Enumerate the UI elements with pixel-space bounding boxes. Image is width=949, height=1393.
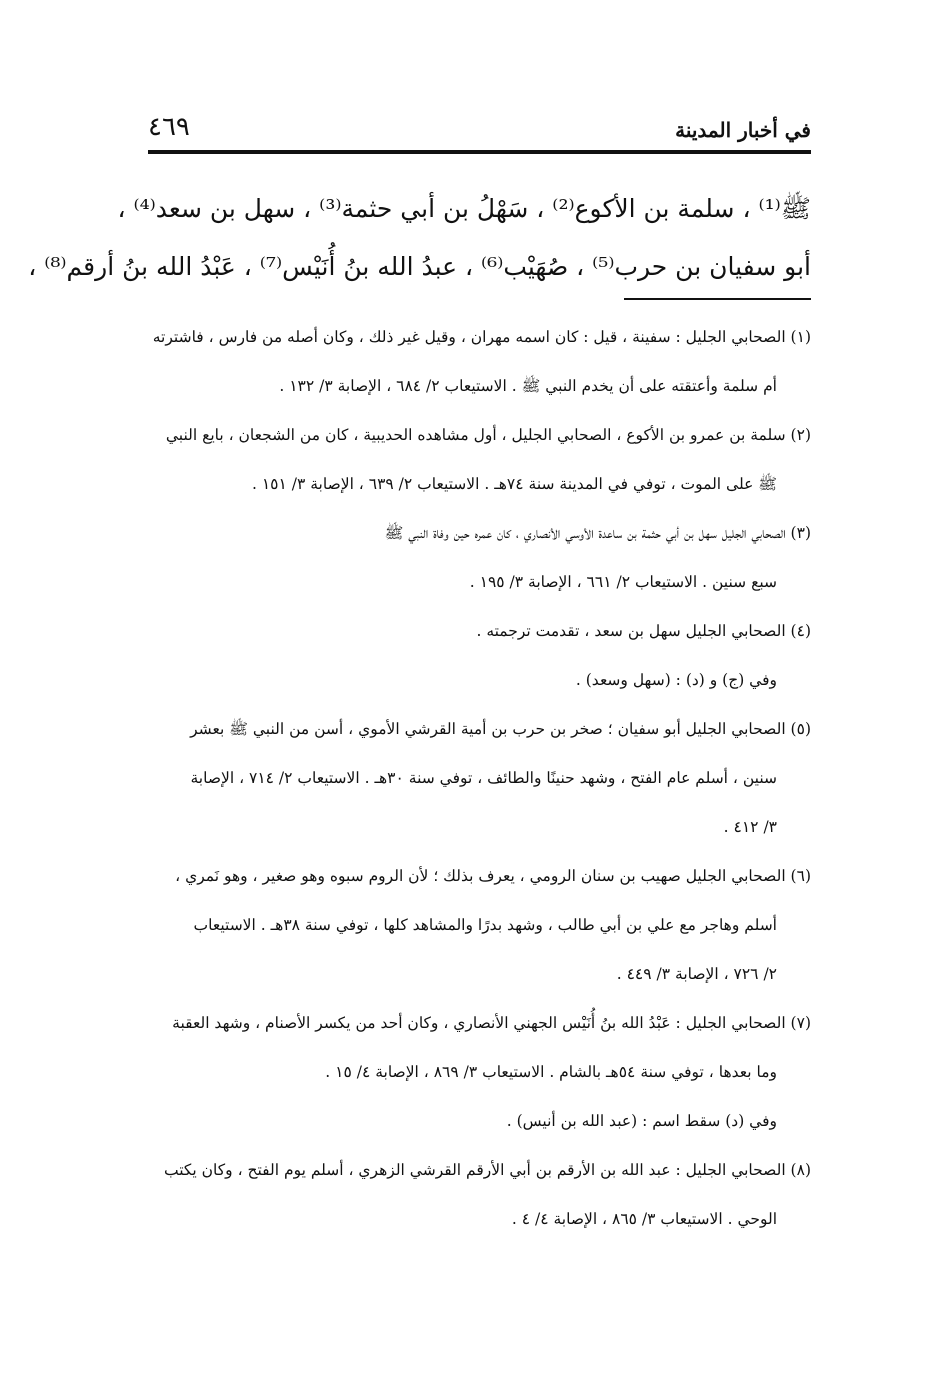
- footnote-4-line: (٤) الصحابي الجليل سهل بن سعد ، تقدمت ترجمته .: [476, 622, 811, 640]
- footnote-2-line: (٢) سلمة بن عمرو بن الأكوع ، الصحابي الجليل ، أول مشاهده الحديبية ، كان من الشجعان ، بايع النبي: [165, 426, 811, 444]
- footnote-separator: [624, 298, 811, 300]
- main-text-line: أبو سفيان بن حرب⁽⁵⁾ ، صُهَيْب⁽⁶⁾ ، عبدُ الله بنُ أُنَيْس⁽⁷⁾ ، عَبْدُ الله بنُ أرقم⁽⁸⁾ ،: [28, 252, 811, 281]
- footnote-1-line: أم سلمة وأعتقته على أن يخدم النبي ﷺ . الاستيعاب ٢/ ٦٨٤ ، الإصابة ٣/ ١٣٢ .: [279, 377, 777, 395]
- footnote-5-line: (٥) الصحابي الجليل أبو سفيان ؛ صخر بن حرب بن أمية القرشي الأموي ، أسن من النبي ﷺ بعشر: [190, 720, 811, 738]
- running-header: [148, 110, 811, 148]
- book-page: [28, 110, 811, 1350]
- footnote-6-line: أسلم وهاجر مع علي بن أبي طالب ، وشهد بدرًا والمشاهد كلها ، توفي سنة ٣٨هـ . الاستيعاب: [193, 916, 777, 934]
- footnote-5-line: سنين ، أسلم عام الفتح ، وشهد حنينًا والطائف ، توفي سنة ٣٠هـ . الاستيعاب ٢/ ٧١٤ ، الإصابة: [190, 769, 777, 787]
- footnote-7-line: وما بعدها ، توفي سنة ٥٤هـ بالشام . الاستيعاب ٣/ ٨٦٩ ، الإصابة ٤/ ١٥ .: [325, 1063, 777, 1081]
- footnote-6-line: (٦) الصحابي الجليل صهيب بن سنان الرومي ، يعرف بذلك ؛ لأن الروم سبوه وهو صغير ، وهو نَمري ،: [175, 867, 811, 885]
- footnote-6-line: ٢/ ٧٢٦ ، الإصابة ٣/ ٤٤٩ .: [616, 965, 777, 983]
- footnote-8-line: (٨) الصحابي الجليل : عبد الله بن الأرقم بن أبي الأرقم القرشي الزهري ، أسلم يوم الفتح ، وكان يكتب: [163, 1161, 811, 1179]
- header-rule: [148, 150, 811, 154]
- main-text-line: ﷺ⁽¹⁾ ، سلمة بن الأكوع⁽²⁾ ، سَهْلُ بن أبي حثمة⁽³⁾ ، سهل بن سعد⁽⁴⁾ ،: [117, 194, 811, 223]
- footnote-3-line: (٣) الصحابي الجليل سهل بن أبي حثمة بن ساعدة الأوسي الأنصاري ، كان عمره حين وفاة النبي ﷺ: [384, 524, 811, 542]
- footnote-5-line: ٣/ ٤١٢ .: [723, 818, 777, 836]
- footnote-2-line: ﷺ على الموت ، توفي في المدينة سنة ٧٤هـ . الاستيعاب ٢/ ٦٣٩ ، الإصابة ٣/ ١٥١ .: [251, 475, 777, 493]
- footnote-1-line: (١) الصحابي الجليل : سفينة ، قيل : كان اسمه مهران ، وقيل غير ذلك ، وكان أصله من فارس ، فاشترته: [152, 328, 811, 346]
- main-text: [28, 180, 811, 296]
- footnote-7-line: وفي (د) سقط اسم : (عبد الله بن أنيس) .: [506, 1112, 777, 1130]
- footnote-3-line: سبع سنين . الاستيعاب ٢/ ٦٦١ ، الإصابة ٣/ ١٩٥ .: [469, 573, 777, 591]
- footnotes: [148, 322, 811, 1253]
- page-number: ٤٦٩: [148, 112, 190, 142]
- footnote-4-line: وفي (ج) و (د) : (سهل وسعد) .: [575, 671, 777, 689]
- running-title: في أخبار المدينة: [675, 118, 811, 142]
- footnote-8-line: الوحي . الاستيعاب ٣/ ٨٦٥ ، الإصابة ٤/ ٤ .: [511, 1210, 777, 1228]
- footnote-7-line: (٧) الصحابي الجليل : عَبْدُ الله بنُ أُنَيْس الجهني الأنصاري ، وكان أحد من يكسر الأصنام ، وشهد العقبة: [172, 1014, 811, 1032]
